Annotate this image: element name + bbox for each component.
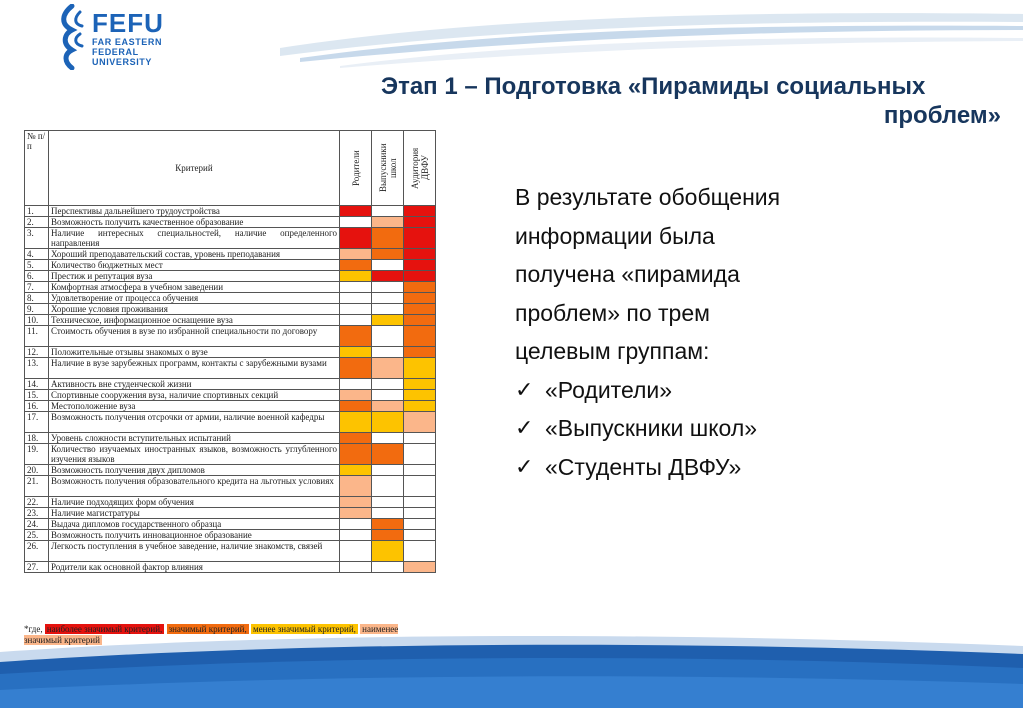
- row-number: 7.: [25, 282, 49, 293]
- logo-sub-line: FAR EASTERN: [92, 37, 163, 47]
- table-row: [25, 206, 436, 217]
- cell-students: [404, 465, 436, 476]
- fefu-logo: [50, 4, 180, 70]
- header-group-students: [404, 131, 436, 206]
- row-criterion: Хороший преподавательский состав, уровень преподавания: [49, 249, 340, 260]
- row-criterion: Наличие магистратуры: [49, 508, 340, 519]
- cell-students: [404, 249, 436, 260]
- cell-parents: [340, 541, 372, 562]
- cell-students: [404, 228, 436, 249]
- criteria-table-header: [25, 131, 436, 206]
- cell-parents: [340, 228, 372, 249]
- cell-students: [404, 206, 436, 217]
- row-number: 12.: [25, 347, 49, 358]
- logo-sub-line: FEDERAL: [92, 47, 139, 57]
- row-criterion: Перспективы дальнейшего трудоустройства: [49, 206, 340, 217]
- row-criterion: Уровень сложности вступительных испытаний: [49, 433, 340, 444]
- table-row: [25, 347, 436, 358]
- cell-students: [404, 433, 436, 444]
- list-item-label: «Родители»: [545, 376, 673, 403]
- cell-parents: [340, 358, 372, 379]
- row-criterion: Возможность получения отсрочки от армии, наличие военной кафедры: [49, 412, 340, 433]
- table-row: [25, 465, 436, 476]
- row-number: 13.: [25, 358, 49, 379]
- row-number: 16.: [25, 401, 49, 412]
- cell-students: [404, 260, 436, 271]
- table-row: [25, 412, 436, 433]
- header-group-label: Родители: [350, 150, 361, 186]
- cell-graduates: [372, 271, 404, 282]
- row-criterion: Количество бюджетных мест: [49, 260, 340, 271]
- cell-parents: [340, 497, 372, 508]
- cell-parents: [340, 433, 372, 444]
- table-row: [25, 304, 436, 315]
- row-number: 21.: [25, 476, 49, 497]
- row-number: 11.: [25, 326, 49, 347]
- cell-parents: [340, 206, 372, 217]
- cell-students: [404, 217, 436, 228]
- table-row: [25, 390, 436, 401]
- cell-graduates: [372, 206, 404, 217]
- table-row: [25, 249, 436, 260]
- row-number: 22.: [25, 497, 49, 508]
- cell-students: [404, 282, 436, 293]
- row-number: 23.: [25, 508, 49, 519]
- cell-parents: [340, 465, 372, 476]
- row-criterion: Местоположение вуза: [49, 401, 340, 412]
- cell-graduates: [372, 465, 404, 476]
- cell-students: [404, 271, 436, 282]
- cell-students: [404, 379, 436, 390]
- header-group-label: Выпускники школ: [377, 143, 398, 193]
- footer-wave: [0, 630, 1023, 708]
- table-row: [25, 326, 436, 347]
- slide-title-line-2: проблем»: [883, 102, 1001, 129]
- legend-most-significant: наиболее значимый критерий,: [46, 624, 163, 634]
- cell-graduates: [372, 390, 404, 401]
- table-row: [25, 497, 436, 508]
- cell-students: [404, 541, 436, 562]
- cell-graduates: [372, 562, 404, 573]
- cell-graduates: [372, 326, 404, 347]
- row-number: 6.: [25, 271, 49, 282]
- row-criterion: Удовлетворение от процесса обучения: [49, 293, 340, 304]
- cell-graduates: [372, 401, 404, 412]
- table-row: [25, 476, 436, 497]
- header-num: № п/п: [25, 131, 49, 206]
- row-criterion: Престиж и репутация вуза: [49, 271, 340, 282]
- row-number: 17.: [25, 412, 49, 433]
- cell-parents: [340, 562, 372, 573]
- cell-graduates: [372, 358, 404, 379]
- row-criterion: Наличие интересных специальностей, наличие определенного направления: [49, 228, 340, 249]
- cell-parents: [340, 444, 372, 465]
- row-number: 5.: [25, 260, 49, 271]
- row-criterion: Возможность получить качественное образование: [49, 217, 340, 228]
- row-criterion: Выдача дипломов государственного образца: [49, 519, 340, 530]
- cell-students: [404, 519, 436, 530]
- list-item-label: «Студенты ДВФУ»: [545, 453, 742, 480]
- logo-subtitle: [92, 37, 162, 67]
- cell-graduates: [372, 508, 404, 519]
- slide-title: [361, 72, 1001, 130]
- cell-graduates: [372, 304, 404, 315]
- cell-students: [404, 508, 436, 519]
- table-row: [25, 379, 436, 390]
- list-item-label: «Выпускники школ»: [545, 415, 758, 441]
- row-number: 26.: [25, 541, 49, 562]
- row-criterion: Возможность получения образовательного кредита на льготных условиях: [49, 476, 340, 497]
- row-criterion: Количество изучаемых иностранных языков, возможность углубленного изучения языков: [49, 444, 340, 465]
- cell-students: [404, 315, 436, 326]
- row-number: 9.: [25, 304, 49, 315]
- header-group-label: Аудитория ДВФУ: [409, 147, 430, 189]
- check-icon: ✓: [515, 415, 534, 440]
- cell-parents: [340, 519, 372, 530]
- row-number: 3.: [25, 228, 49, 249]
- table-row: [25, 293, 436, 304]
- cell-students: [404, 444, 436, 465]
- table-row: [25, 358, 436, 379]
- row-number: 20.: [25, 465, 49, 476]
- row-criterion: Комфортная атмосфера в учебном заведении: [49, 282, 340, 293]
- list-item: [515, 371, 875, 410]
- row-criterion: Наличие в вузе зарубежных программ, контакты с зарубежными вузами: [49, 358, 340, 379]
- cell-parents: [340, 271, 372, 282]
- table-row: [25, 315, 436, 326]
- cell-students: [404, 530, 436, 541]
- cell-parents: [340, 412, 372, 433]
- cell-parents: [340, 326, 372, 347]
- fefu-logo-icon: [54, 4, 90, 70]
- table-row: [25, 508, 436, 519]
- cell-parents: [340, 315, 372, 326]
- row-number: 19.: [25, 444, 49, 465]
- cell-students: [404, 562, 436, 573]
- list-item: [515, 448, 875, 487]
- cell-graduates: [372, 433, 404, 444]
- cell-graduates: [372, 217, 404, 228]
- check-icon: ✓: [515, 453, 534, 479]
- row-criterion: Возможность получения двух дипломов: [49, 465, 340, 476]
- cell-parents: [340, 530, 372, 541]
- row-number: 4.: [25, 249, 49, 260]
- cell-parents: [340, 282, 372, 293]
- cell-parents: [340, 508, 372, 519]
- cell-graduates: [372, 519, 404, 530]
- summary-paragraph: [515, 178, 875, 371]
- cell-students: [404, 293, 436, 304]
- cell-parents: [340, 401, 372, 412]
- table-row: [25, 562, 436, 573]
- table-row: [25, 271, 436, 282]
- row-number: 18.: [25, 433, 49, 444]
- summary-line: проблем» по трем: [515, 299, 710, 326]
- table-row: [25, 519, 436, 530]
- cell-graduates: [372, 530, 404, 541]
- row-criterion: Наличие подходящих форм обучения: [49, 497, 340, 508]
- header-criterion: Критерий: [49, 131, 340, 206]
- header-group-parents: [340, 131, 372, 206]
- legend-significant: значимый критерий,: [168, 624, 247, 634]
- cell-students: [404, 326, 436, 347]
- table-row: [25, 444, 436, 465]
- summary-line: информации была: [515, 222, 715, 249]
- row-number: 2.: [25, 217, 49, 228]
- cell-students: [404, 401, 436, 412]
- legend-less-significant: менее значимый критерий,: [252, 624, 356, 634]
- cell-parents: [340, 379, 372, 390]
- logo-sub-line: UNIVERSITY: [92, 57, 153, 67]
- cell-graduates: [372, 497, 404, 508]
- criteria-table: [24, 130, 436, 573]
- cell-students: [404, 476, 436, 497]
- row-criterion: Возможность получить инновационное образование: [49, 530, 340, 541]
- cell-graduates: [372, 347, 404, 358]
- summary-line: целевым группам:: [515, 338, 710, 364]
- row-criterion: Спортивные сооружения вуза, наличие спортивных секций: [49, 390, 340, 401]
- row-criterion: Легкость поступления в учебное заведение, наличие знакомств, связей: [49, 541, 340, 562]
- row-number: 10.: [25, 315, 49, 326]
- row-criterion: Хорошие условия проживания: [49, 304, 340, 315]
- legend-least-significant: наименее значимый критерий: [24, 624, 399, 645]
- cell-graduates: [372, 282, 404, 293]
- cell-students: [404, 347, 436, 358]
- header-swoosh: [280, 0, 1023, 70]
- target-groups-list: [515, 371, 875, 487]
- summary-text: [515, 178, 875, 486]
- summary-line: получена «пирамида: [515, 261, 740, 287]
- cell-graduates: [372, 228, 404, 249]
- header-group-graduates: [372, 131, 404, 206]
- cell-parents: [340, 304, 372, 315]
- cell-students: [404, 304, 436, 315]
- cell-parents: [340, 249, 372, 260]
- cell-graduates: [372, 412, 404, 433]
- cell-students: [404, 390, 436, 401]
- cell-graduates: [372, 379, 404, 390]
- cell-graduates: [372, 260, 404, 271]
- cell-graduates: [372, 476, 404, 497]
- table-row: [25, 401, 436, 412]
- cell-parents: [340, 260, 372, 271]
- row-number: 8.: [25, 293, 49, 304]
- row-number: 15.: [25, 390, 49, 401]
- row-number: 25.: [25, 530, 49, 541]
- row-criterion: Стоимость обучения в вузе по избранной специальности по договору: [49, 326, 340, 347]
- cell-parents: [340, 217, 372, 228]
- criteria-table-body: [25, 206, 436, 573]
- table-row: [25, 541, 436, 562]
- row-number: 14.: [25, 379, 49, 390]
- table-row: [25, 228, 436, 249]
- cell-graduates: [372, 315, 404, 326]
- cell-graduates: [372, 541, 404, 562]
- summary-line: В результате обобщения: [515, 184, 781, 210]
- table-row: [25, 282, 436, 293]
- cell-parents: [340, 293, 372, 304]
- table-row: [25, 433, 436, 444]
- row-criterion: Положительные отзывы знакомых о вузе: [49, 347, 340, 358]
- slide-title-line-1: Этап 1 – Подготовка «Пирамиды социальных: [381, 73, 926, 100]
- check-icon: ✓: [515, 376, 534, 402]
- table-row: [25, 260, 436, 271]
- row-number: 27.: [25, 562, 49, 573]
- row-number: 24.: [25, 519, 49, 530]
- cell-parents: [340, 390, 372, 401]
- cell-students: [404, 497, 436, 508]
- row-number: 1.: [25, 206, 49, 217]
- row-criterion: Родители как основной фактор влияния: [49, 562, 340, 573]
- table-row: [25, 530, 436, 541]
- cell-parents: [340, 347, 372, 358]
- cell-students: [404, 358, 436, 379]
- legend-prefix: *где,: [24, 624, 43, 634]
- criteria-document: [24, 130, 440, 650]
- list-item: [515, 409, 875, 448]
- cell-parents: [340, 476, 372, 497]
- row-criterion: Техническое, информационное оснащение вуза: [49, 315, 340, 326]
- cell-graduates: [372, 249, 404, 260]
- logo-wordmark: FEFU: [92, 8, 164, 38]
- row-criterion: Активность вне студенческой жизни: [49, 379, 340, 390]
- cell-graduates: [372, 293, 404, 304]
- cell-students: [404, 412, 436, 433]
- table-row: [25, 217, 436, 228]
- cell-graduates: [372, 444, 404, 465]
